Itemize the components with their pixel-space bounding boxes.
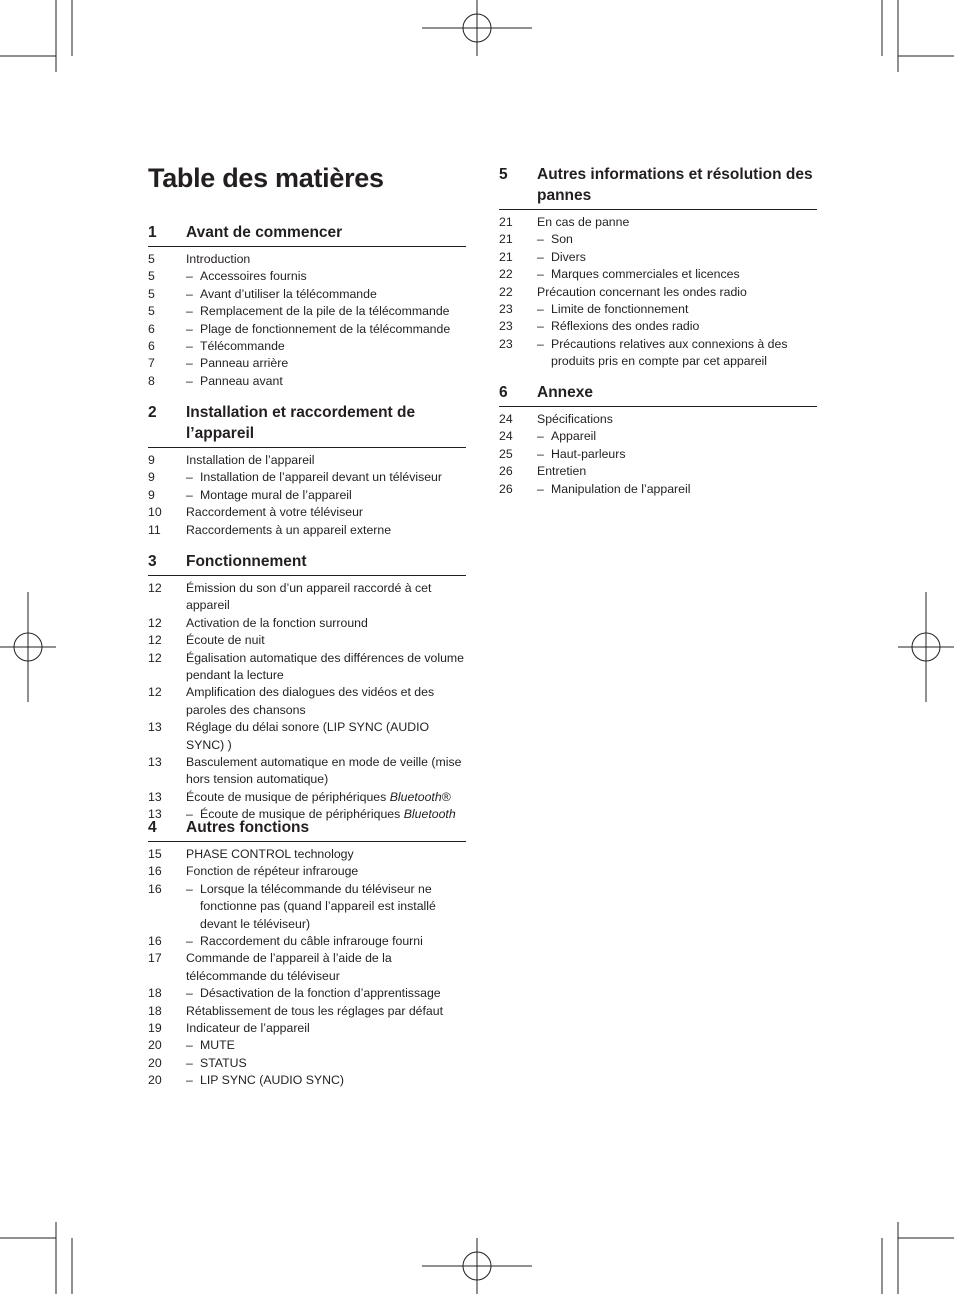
entry-title — [186, 863, 466, 880]
entry-text-part: Panneau arrière — [200, 356, 289, 371]
page-number: 24 — [499, 429, 513, 444]
toc-entry[interactable] — [148, 789, 466, 806]
section-title: Avant de commencer — [186, 224, 343, 241]
entry-text-part: Avant d’utiliser la télécommande — [200, 286, 377, 301]
entry-title — [186, 754, 466, 789]
page-number: 21 — [499, 232, 513, 247]
registered-mark: ® — [441, 789, 451, 804]
entry-text-part: Écoute de nuit — [186, 633, 265, 648]
toc-subentry[interactable] — [499, 481, 817, 498]
toc-section-6 — [499, 382, 817, 498]
entry-title — [186, 632, 466, 649]
toc-subentry[interactable] — [148, 933, 466, 950]
page-number: 21 — [499, 249, 513, 264]
entry-title — [537, 249, 817, 266]
toc-entry[interactable] — [148, 754, 466, 789]
page-number: 16 — [148, 934, 162, 949]
section-number: 5 — [499, 166, 508, 183]
entry-title — [537, 446, 817, 463]
page-number: 11 — [148, 522, 161, 537]
entry-text-part: Écoute de musique de périphériques — [186, 789, 390, 804]
entry-title — [186, 684, 466, 719]
section-number: 2 — [148, 404, 157, 421]
page-number: 9 — [148, 453, 155, 467]
toc-entry[interactable] — [148, 615, 466, 632]
entry-title — [186, 452, 466, 469]
page-number: 25 — [499, 446, 513, 461]
toc-subentry[interactable] — [499, 428, 817, 445]
toc-section-5 — [499, 164, 817, 371]
entry-title — [186, 487, 466, 504]
brand-name: Bluetooth — [389, 789, 442, 804]
entry-text-part: LIP SYNC (AUDIO SYNC) — [200, 1073, 344, 1088]
entry-title — [186, 846, 466, 863]
entry-title — [537, 463, 817, 480]
entry-title — [186, 1003, 466, 1020]
entry-text-part: Spécifications — [537, 412, 613, 426]
entry-text-part: PHASE CONTROL technology — [186, 847, 354, 861]
entry-title — [186, 719, 466, 754]
entry-text-part: Montage mural de l’appareil — [200, 487, 352, 502]
toc-entry[interactable] — [148, 251, 466, 268]
toc-entry[interactable] — [148, 950, 466, 985]
crop-mark-bottom-right — [882, 1222, 954, 1294]
entry-title — [186, 615, 466, 632]
toc-entry[interactable] — [148, 522, 466, 539]
toc-section-3 — [148, 551, 466, 824]
toc-subentry[interactable] — [148, 1055, 466, 1072]
page-number: 18 — [148, 1003, 162, 1018]
page-number: 23 — [499, 336, 513, 351]
entry-title — [186, 650, 466, 685]
page-number: 13 — [148, 720, 162, 735]
page-number: 12 — [148, 615, 162, 630]
entry-text-part: Commande de l’appareil à l’aide de la télécommande du téléviseur — [186, 951, 392, 983]
page-number: 18 — [148, 986, 162, 1001]
entry-text-part: Installation de l’appareil — [186, 453, 315, 467]
entry-text-part: Amplification des dialogues des vidéos et des paroles des chansons — [186, 685, 435, 717]
entry-text-part: Appareil — [551, 429, 597, 444]
toc-section-2 — [148, 402, 466, 539]
toc-subentry[interactable] — [148, 355, 466, 372]
entry-text-part: MUTE — [200, 1038, 235, 1053]
section-title: Autres fonctions — [186, 819, 310, 836]
toc-entry[interactable] — [499, 463, 817, 480]
page-number: 13 — [148, 755, 162, 770]
entry-title — [186, 985, 466, 1002]
entry-title — [186, 1072, 466, 1089]
section-heading[interactable] — [148, 551, 466, 576]
entry-title — [186, 338, 466, 355]
toc-entry[interactable] — [148, 1003, 466, 1020]
entry-title — [186, 469, 466, 486]
toc-subentry[interactable] — [499, 249, 817, 266]
toc-entry[interactable] — [148, 846, 466, 863]
page-number: 6 — [148, 321, 155, 336]
entry-title — [537, 231, 817, 248]
entry-text-part: Introduction — [186, 252, 251, 266]
registration-mark-top — [422, 0, 532, 56]
entry-title — [537, 481, 817, 498]
registration-mark-right — [898, 592, 954, 702]
toc-subentry[interactable] — [148, 1037, 466, 1054]
toc-entry[interactable] — [148, 863, 466, 880]
page-number: 17 — [148, 951, 162, 966]
page-number: 20 — [148, 1073, 162, 1088]
toc-entry[interactable] — [148, 580, 466, 615]
page-number: 9 — [148, 470, 155, 485]
page-number: 10 — [148, 505, 162, 520]
entry-text-part: Raccordements à un appareil externe — [186, 522, 392, 537]
entry-title — [186, 321, 466, 338]
entry-title — [186, 522, 466, 539]
entry-title — [537, 266, 817, 283]
page-number: 23 — [499, 302, 513, 317]
crop-mark-top-right — [882, 0, 954, 72]
entry-title — [186, 789, 466, 806]
entry-title — [186, 1037, 466, 1054]
entry-title — [186, 251, 466, 268]
entry-title — [537, 301, 817, 318]
page-number: 6 — [148, 339, 155, 354]
toc-subentry[interactable] — [499, 318, 817, 335]
page-number: 22 — [499, 284, 513, 299]
entry-title — [186, 950, 466, 985]
page-number: 8 — [148, 373, 155, 388]
entry-text-part: Désactivation de la fonction d’apprentissage — [200, 986, 441, 1001]
entry-text-part: Lorsque la télécommande du téléviseur ne fonctionne pas (quand l’appareil est installé devant le téléviseur) — [200, 881, 436, 931]
entry-title — [186, 268, 466, 285]
page-number: 16 — [148, 881, 162, 896]
page-number: 26 — [499, 481, 513, 496]
toc-subentry[interactable] — [499, 301, 817, 318]
entry-text-part: Émission du son d’un appareil raccordé à cet appareil — [186, 581, 432, 613]
toc-entry[interactable] — [148, 632, 466, 649]
entry-text-part: Manipulation de l’appareil — [551, 481, 691, 496]
entry-title — [186, 1055, 466, 1072]
entry-title — [186, 303, 466, 320]
entry-text-part: Précautions relatives aux connexions à des produits pris en compte par cet appareil — [551, 336, 788, 369]
page-number: 5 — [148, 304, 155, 319]
page-number: 16 — [148, 864, 162, 879]
registration-mark-bottom — [422, 1238, 532, 1294]
entry-text-part: Télécommande — [200, 339, 285, 354]
entry-title — [537, 411, 817, 428]
page-number: 20 — [148, 1038, 162, 1053]
section-title: Installation et raccordement de l’appareil — [186, 404, 416, 442]
toc-entry[interactable] — [148, 719, 466, 754]
entry-title — [186, 881, 466, 933]
entry-text-part: Plage de fonctionnement de la télécommande — [200, 321, 451, 336]
page-number: 12 — [148, 633, 162, 648]
entry-text-part: Limite de fonctionnement — [551, 302, 689, 317]
entry-title — [186, 504, 466, 521]
toc-subentry[interactable] — [499, 231, 817, 248]
toc-subentry[interactable] — [499, 446, 817, 463]
section-title: Annexe — [537, 384, 593, 401]
entry-text-part: Égalisation automatique des différences de volume pendant la lecture — [186, 650, 464, 683]
toc-entry[interactable] — [148, 684, 466, 719]
toc-entry[interactable] — [148, 452, 466, 469]
toc-subentry[interactable] — [148, 881, 466, 933]
entry-text-part: Marques commerciales et licences — [551, 267, 740, 282]
toc-entry[interactable] — [499, 284, 817, 301]
page-title: Table des matières — [148, 163, 384, 193]
toc-subentry[interactable] — [499, 336, 817, 371]
entry-text-part: Activation de la fonction surround — [186, 615, 368, 630]
section-heading[interactable] — [148, 817, 466, 842]
crop-mark-top-left — [0, 0, 72, 72]
page-number: 5 — [148, 286, 155, 301]
entry-title — [537, 214, 817, 231]
toc-entry[interactable] — [499, 214, 817, 231]
page-number: 12 — [148, 685, 162, 700]
section-number: 1 — [148, 224, 157, 241]
toc-subentry[interactable] — [499, 266, 817, 283]
toc-subentry[interactable] — [148, 1072, 466, 1089]
page-number: 13 — [148, 807, 162, 822]
entry-text-part: Réglage du délai sonore (LIP SYNC (AUDIO SYNC) ) — [186, 720, 430, 752]
crop-mark-bottom-left — [0, 1222, 72, 1294]
toc-subentry[interactable] — [148, 268, 466, 285]
toc-subentry[interactable] — [148, 321, 466, 338]
registration-mark-left — [0, 592, 56, 702]
toc-entry[interactable] — [499, 411, 817, 428]
entry-title — [537, 428, 817, 445]
toc-subentry[interactable] — [148, 338, 466, 355]
toc-entry[interactable] — [148, 504, 466, 521]
entry-title — [537, 284, 817, 301]
entry-text-part: Raccordement du câble infrarouge fourni — [200, 934, 423, 949]
entry-text-part: Divers — [551, 249, 586, 264]
page-number: 24 — [499, 412, 513, 426]
section-title: Fonctionnement — [186, 553, 307, 570]
entry-text-part: Indicateur de l’appareil — [186, 1021, 310, 1036]
entry-text-part: Installation de l’appareil devant un téléviseur — [200, 470, 442, 485]
section-heading[interactable] — [148, 402, 466, 448]
page-number: 21 — [499, 215, 513, 229]
page-number: 5 — [148, 269, 155, 284]
section-number: 3 — [148, 553, 157, 570]
page-number: 15 — [148, 847, 162, 861]
page-number: 13 — [148, 789, 162, 804]
entry-title — [186, 373, 466, 390]
entry-text-part: Entretien — [537, 464, 587, 479]
entry-title — [537, 318, 817, 335]
toc-subentry[interactable] — [148, 286, 466, 303]
entry-title — [186, 355, 466, 372]
toc-subentry[interactable] — [148, 469, 466, 486]
section-title: Autres informations et résolution des pannes — [537, 166, 813, 204]
toc-subentry[interactable] — [148, 303, 466, 320]
entry-text-part: Réflexions des ondes radio — [551, 319, 700, 334]
section-heading[interactable] — [148, 222, 466, 247]
section-number: 6 — [499, 384, 508, 401]
brand-name: Bluetooth — [403, 807, 456, 822]
entry-title — [186, 933, 466, 950]
entry-text-part: Haut-parleurs — [551, 446, 626, 461]
entry-text-part: Remplacement de la pile de la télécommande — [200, 304, 450, 319]
page-number: 22 — [499, 267, 513, 282]
entry-text-part: Panneau avant — [200, 373, 283, 388]
entry-text-part: Précaution concernant les ondes radio — [537, 284, 747, 299]
toc-subentry[interactable] — [148, 487, 466, 504]
section-heading[interactable] — [499, 382, 817, 407]
page-number: 26 — [499, 464, 513, 479]
entry-text-part: Son — [551, 232, 573, 247]
page-number: 12 — [148, 581, 162, 595]
entry-text-part: Accessoires fournis — [200, 269, 307, 284]
page-number: 9 — [148, 487, 155, 502]
entry-text-part: Raccordement à votre téléviseur — [186, 505, 364, 520]
page-number: 5 — [148, 252, 155, 266]
entry-text-part: STATUS — [200, 1055, 247, 1070]
page-number: 12 — [148, 650, 162, 665]
entry-text-part: Basculement automatique en mode de veille (mise hors tension automatique) — [186, 755, 462, 787]
entry-title — [186, 286, 466, 303]
section-heading[interactable] — [499, 164, 817, 210]
entry-text-part: Rétablissement de tous les réglages par défaut — [186, 1003, 444, 1018]
toc-subentry[interactable] — [148, 373, 466, 390]
toc-subentry[interactable] — [148, 985, 466, 1002]
page-number: 7 — [148, 356, 155, 371]
entry-text-part: En cas de panne — [537, 215, 630, 229]
entry-text-part: Fonction de répéteur infrarouge — [186, 864, 359, 879]
page-number: 23 — [499, 319, 513, 334]
toc-entry[interactable] — [148, 1020, 466, 1037]
page-number: 20 — [148, 1055, 162, 1070]
section-number: 4 — [148, 819, 157, 836]
page-number: 19 — [148, 1021, 162, 1036]
entry-title — [186, 580, 466, 615]
entry-title — [186, 1020, 466, 1037]
toc-section-1 — [148, 222, 466, 390]
entry-text-part: Écoute de musique de périphériques — [200, 807, 404, 822]
entry-title — [537, 336, 817, 371]
toc-section-4 — [148, 817, 466, 1090]
toc-entry[interactable] — [148, 650, 466, 685]
